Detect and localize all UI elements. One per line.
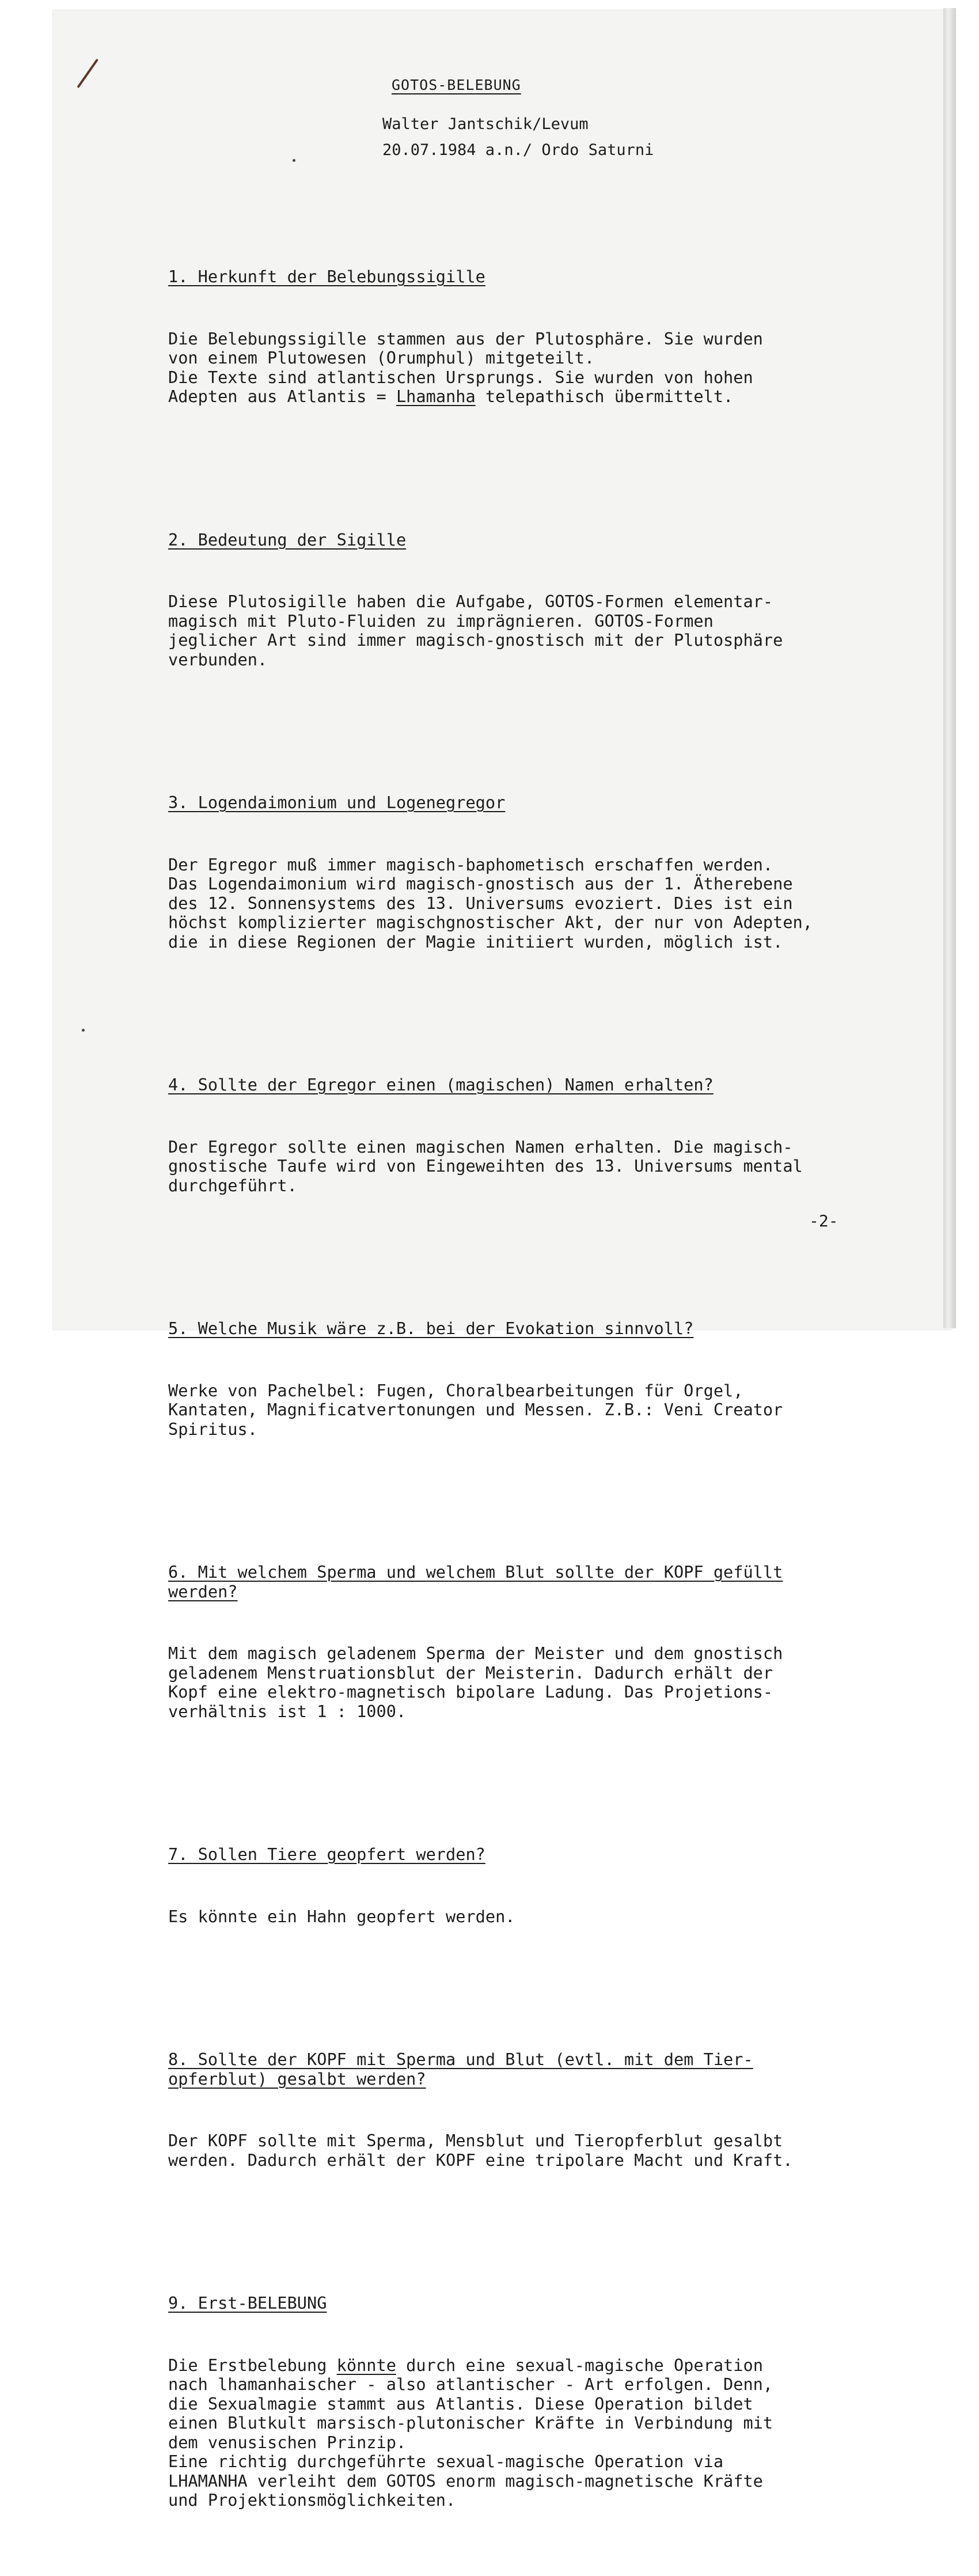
- section-8: [168, 2011, 911, 2217]
- section-heading: 1. Herkunft der Belebungssigille: [168, 267, 485, 286]
- section-paragraph: Mit dem magisch geladenem Sperma der Meister und dem gnostisch geladenem Menstruationsblut der Meisterin. Dadurch erhält der Kopf eine elektro-magnetisch bipolare Ladung. Das Projetions- verhältnis ist 1 : 1000.: [168, 1643, 783, 1721]
- section-5: [168, 1281, 911, 1486]
- section-paragraph: Es könnte ein Hahn geopfert werden.: [168, 1906, 515, 1926]
- section-heading: 4. Sollte der Egregor einen (magischen) Namen erhalten?: [168, 1075, 714, 1094]
- section-paragraph: [168, 2356, 911, 2510]
- underlined-word: Lhamanha: [396, 387, 476, 406]
- document-body: [168, 190, 911, 2576]
- section-paragraph: Der Egregor sollte einen magischen Namen erhalten. Die magisch- gnostische Taufe wird von Eingeweihten des 13. Universums mental durchgeführt.: [168, 1137, 803, 1195]
- stacked-pages-edge: [943, 8, 956, 1328]
- section-heading: 9. Erst-BELEBUNG: [168, 2293, 327, 2313]
- ink-dot: [82, 1029, 85, 1032]
- paragraph-text: Die Erstbelebung: [168, 2355, 337, 2375]
- ink-dot: [293, 159, 295, 162]
- section-4: [168, 1037, 911, 1242]
- section-paragraph: Werke von Pachelbel: Fugen, Choralbearbeitungen für Orgel, Kantaten, Magnificatvertonungen und Messen. Z.B.: Veni Creator Spiritus.: [168, 1380, 783, 1439]
- section-paragraph: Der Egregor muß immer magisch-baphometisch erschaffen werden. Das Logendaimonium wird magisch-gnostisch aus der 1. Ätherebene des 12. Sonnensystems des 13. Universums evoziert. Dies ist ein höchst komplizierter magischgnostischer Akt, der nur von Adepten, die in diese Regionen der Magie initiiert wurden, möglich ist.: [168, 854, 813, 952]
- section-paragraph: Der KOPF sollte mit Sperma, Mensblut und Tieropferblut gesalbt werden. Dadurch erhält der KOPF eine tripolare Macht und Kraft.: [168, 2131, 793, 2170]
- author-line: Walter Jantschik/Levum: [382, 115, 589, 133]
- paragraph-text: Die Belebungssigille stammen aus der Plutosphäre. Sie wurden von einem Plutowesen (Orumphul) mitgeteilt. Die Texte sind atlantischen Ursprungs. Sie wurden von hohen: [168, 328, 763, 387]
- date-line: 20.07.1984 a.n./ Ordo Saturni: [382, 141, 654, 159]
- section-6: [168, 1524, 911, 1768]
- section-9: [168, 2255, 911, 2557]
- paragraph-text: telepathisch übermittelt.: [475, 387, 734, 406]
- underlined-word: könnte: [336, 2355, 396, 2375]
- section-heading: 5. Welche Musik wäre z.B. bei der Evokation sinnvoll?: [168, 1319, 694, 1338]
- document-title: GOTOS-BELEBUNG: [392, 77, 521, 93]
- section-7: [168, 1806, 911, 1973]
- page-number: -2-: [809, 1211, 838, 1230]
- section-1: [168, 229, 911, 453]
- paragraph-text: durch eine sexual-magische Operation nach lhamanhaischer - also atlantischer - Art erfolgen. Denn, die Sexualmagie stammt aus Atlantis. Diese Operation bildet einen Blutkult marsisch-plutonischer Kräfte in Verbindung mit dem venusischen Prinzip. Eine richtig durchgeführte sexual-magische Operation via LHAMANHA verleiht dem GOTOS enorm magisch-magnetische Kräfte und Projektionsmöglichkeiten.: [168, 2355, 773, 2510]
- section-paragraph: [168, 329, 911, 407]
- section-heading: 2. Bedeutung der Sigille: [168, 529, 407, 550]
- section-3: [168, 755, 911, 998]
- section-heading: 3. Logendaimonium und Logenegregor: [168, 793, 506, 812]
- section-heading: 8. Sollte der KOPF mit Sperma und Blut (evtl. mit dem Tier- opferblut) gesalbt werden?: [168, 2050, 753, 2089]
- section-heading: 7. Sollen Tiere geopfert werden?: [168, 1844, 485, 1864]
- section-paragraph: Diese Plutosigille haben die Aufgabe, GOTOS-Formen elementar- magisch mit Pluto-Fluiden zu imprägnieren. GOTOS-Formen jeglicher Art sind immer magisch-gnostisch mit der Plutosphäre verbunden.: [168, 592, 783, 669]
- section-heading: 6. Mit welchem Sperma und welchem Blut sollte der KOPF gefüllt werden?: [168, 1562, 783, 1601]
- paragraph-text: Adepten aus Atlantis =: [168, 387, 396, 406]
- section-2: [168, 492, 911, 717]
